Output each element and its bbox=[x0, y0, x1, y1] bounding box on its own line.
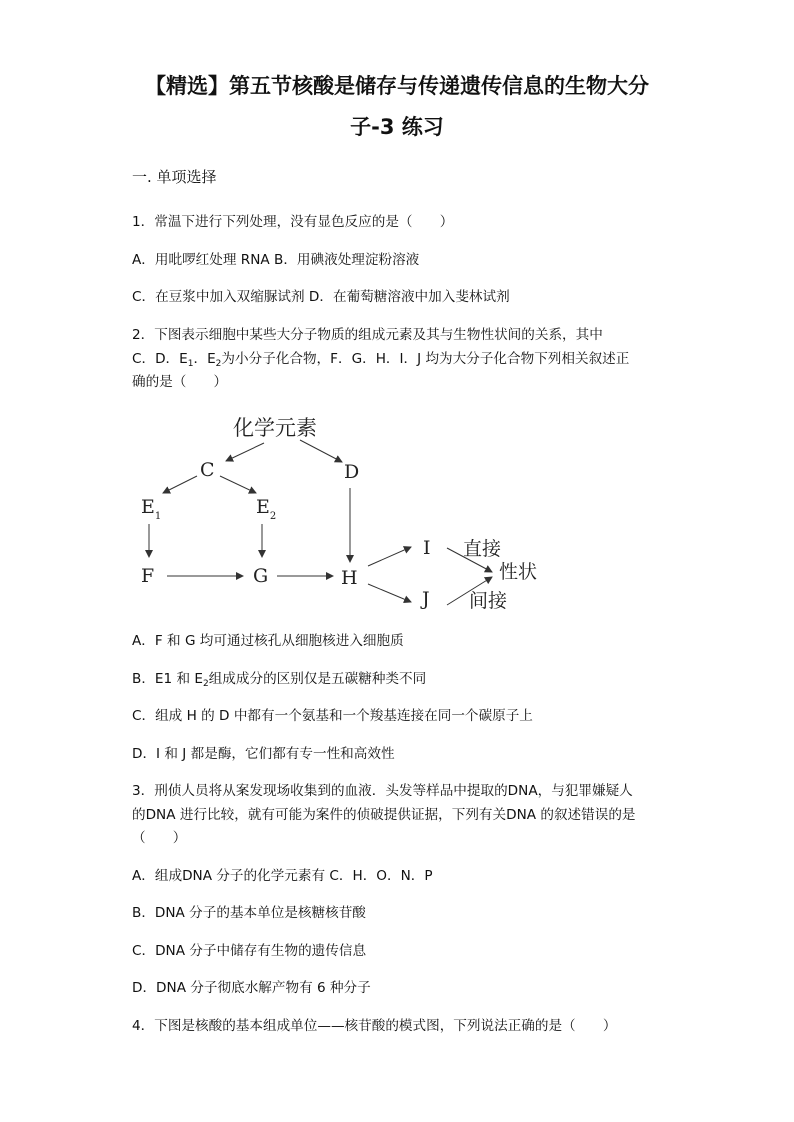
node-f: F bbox=[141, 565, 155, 587]
label-direct: 直接 bbox=[463, 538, 502, 560]
node-h: H bbox=[341, 567, 358, 589]
q3-option-a: A．组成DNA 分子的化学元素有 C．H．O．N．P bbox=[132, 868, 433, 884]
q1-stem: 1．常温下进行下列处理，没有显色反应的是（ ） bbox=[132, 214, 454, 230]
node-j: J bbox=[422, 588, 430, 610]
arrow-elements-to-d bbox=[300, 440, 342, 462]
q1-options-cd: C．在豆浆中加入双缩脲试剂 D．在葡萄糖溶液中加入斐林试剂 bbox=[132, 289, 510, 305]
q3-stem-line-1: 3．刑侦人员将从案发现场收集到的血液．头发等样品中提取的DNA，与犯罪嫌疑人 bbox=[132, 783, 633, 799]
node-i: I bbox=[423, 537, 431, 559]
arrow-c-to-e1 bbox=[163, 476, 197, 493]
q2-stem-line-1: 2．下图表示细胞中某些大分子物质的组成元素及其与生物性状间的关系，其中 bbox=[132, 327, 603, 343]
node-c: C bbox=[200, 459, 215, 481]
q2-stem-line-3: 确的是（ ） bbox=[132, 374, 228, 390]
q2-option-b: B．E1 和 $E_2$组成成分的区别仅是五碳糖种类不同 bbox=[132, 671, 427, 689]
q2-option-c: C．组成 H 的 D 中都有一个氨基和一个羧基连接在同一个碳原子上 bbox=[132, 708, 533, 724]
arrow-h-to-j bbox=[368, 584, 411, 602]
node-e1: $E_1$ bbox=[141, 496, 162, 522]
section-heading: 一. 单项选择 bbox=[132, 168, 217, 186]
q2-stem-line-2: C．D．$E_1$．$E_2$为小分子化合物，F．G．H．I．J 均为大分子化合物下列相关叙述正 bbox=[132, 351, 630, 369]
arrow-elements-to-c bbox=[226, 443, 264, 461]
node-chemical-elements: 化学元素 bbox=[233, 416, 317, 440]
arrow-c-to-e2 bbox=[220, 476, 256, 493]
page-title-line-2: 子-3 练习 bbox=[350, 115, 444, 139]
label-trait: 性状 bbox=[499, 561, 538, 583]
q3-option-c: C．DNA 分子中储存有生物的遗传信息 bbox=[132, 943, 367, 959]
q3-stem-line-2: 的DNA 进行比较，就有可能为案件的侦破提供证据，下列有关DNA 的叙述错误的是 bbox=[132, 807, 636, 823]
q2-option-a: A．F 和 G 均可通过核孔从细胞核进入细胞质 bbox=[132, 633, 404, 649]
q3-option-b: B．DNA 分子的基本单位是核糖核苷酸 bbox=[132, 905, 366, 921]
q1-options-ab: A．用吡啰红处理 RNA B．用碘液处理淀粉溶液 bbox=[132, 252, 420, 268]
node-e2: $E_2$ bbox=[256, 496, 277, 522]
q3-stem-line-3: （ ） bbox=[132, 830, 187, 846]
label-indirect: 间接 bbox=[469, 590, 508, 612]
arrow-h-to-i bbox=[368, 547, 411, 566]
q3-option-d: D．DNA 分子彻底水解产物有 6 种分子 bbox=[132, 980, 371, 996]
page-title-line-1: 【精选】第五节核酸是储存与传递遗传信息的生物大分 bbox=[145, 74, 649, 98]
q2-option-d: D．I 和 J 都是酶，它们都有专一性和高效性 bbox=[132, 746, 395, 762]
q4-stem: 4．下图是核酸的基本组成单位——核苷酸的模式图，下列说法正确的是（ ） bbox=[132, 1018, 617, 1034]
node-d: D bbox=[344, 461, 360, 483]
node-g: G bbox=[253, 565, 269, 587]
